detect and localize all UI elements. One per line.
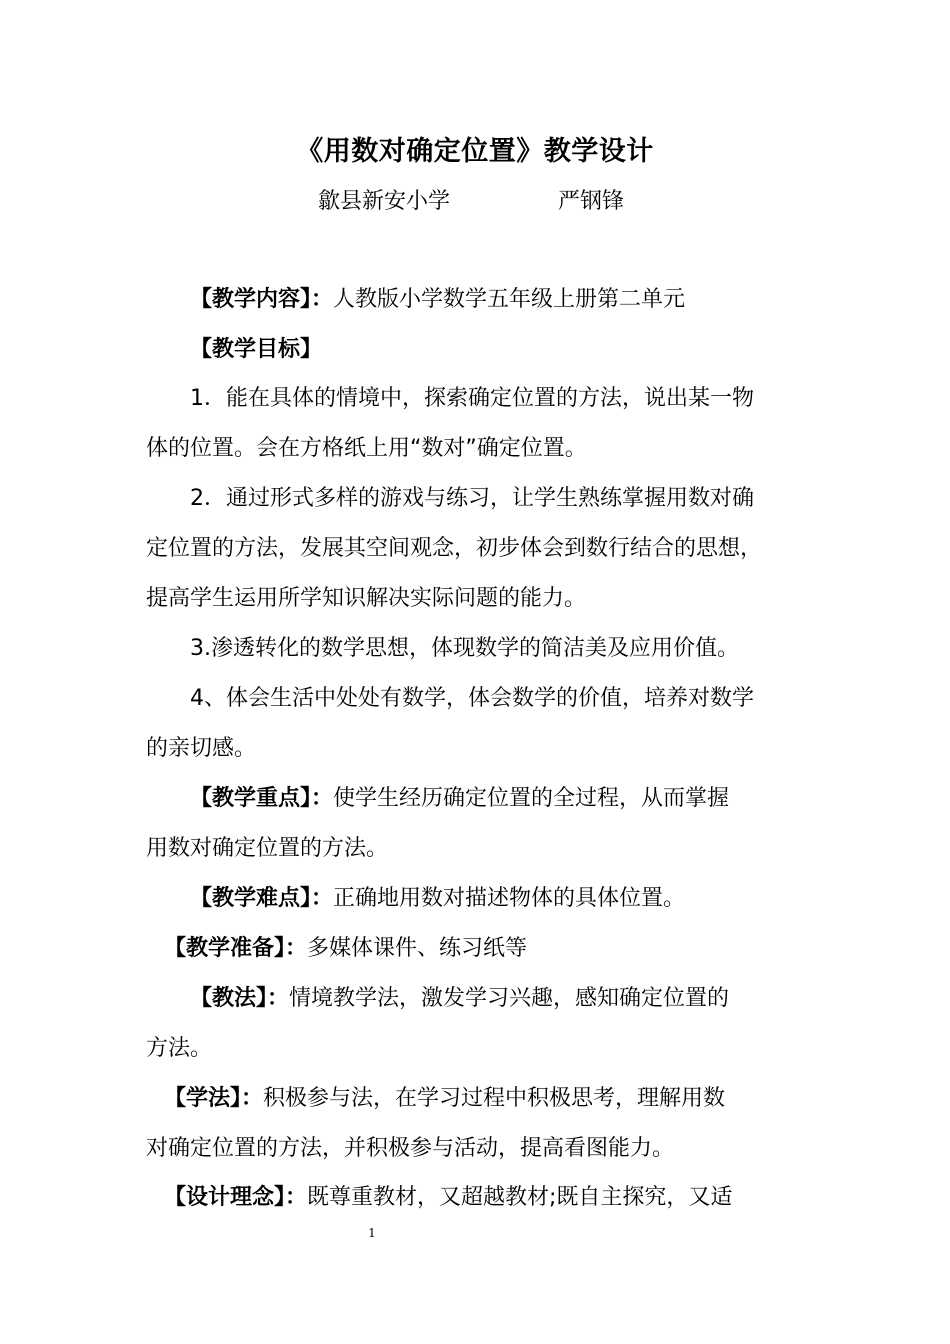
goal-4-line-2: 的亲切感。 xyxy=(146,736,257,761)
key-points-line-1 xyxy=(190,781,870,817)
teaching-method-line-2: 方法。 xyxy=(146,1036,213,1061)
goal-2-line-2: 定位置的方法，发展其空间观念，初步体会到数行结合的思想， xyxy=(146,536,763,561)
difficulty-label: 【教学难点】： xyxy=(190,886,334,911)
goal-4-line-1: 4、体会生活中处处有数学，体会数学的价值，培养对数学 xyxy=(190,686,754,711)
teaching-content-label: 【教学内容】： xyxy=(190,287,334,312)
design-concept-text: 既尊重教材，又超越教材;既自主探究，又适 xyxy=(307,1185,733,1210)
key-points-line-2: 用数对确定位置的方法。 xyxy=(146,836,389,861)
learning-method-line-1 xyxy=(164,1081,844,1117)
byline xyxy=(0,182,950,222)
preparation-label: 【教学准备】： xyxy=(164,936,308,961)
learning-method-text: 积极参与法，在学习过程中积极思考，理解用数 xyxy=(263,1086,726,1111)
design-concept-label: 【设计理念】： xyxy=(164,1185,308,1210)
goal-1-line-1: 1．能在具体的情境中，探索确定位置的方法，说出某一物 xyxy=(190,386,754,411)
goal-2-line-1: 2．通过形式多样的游戏与练习，让学生熟练掌握用数对确 xyxy=(190,486,754,511)
teaching-content-text: 人教版小学数学五年级上册第二单元 xyxy=(333,287,686,312)
preparation-text: 多媒体课件、练习纸等 xyxy=(307,936,528,961)
teaching-goals-label: 【教学目标】 xyxy=(190,337,323,362)
goal-2-line-3: 提高学生运用所学知识解决实际问题的能力。 xyxy=(146,586,587,611)
school-name: 歙县新安小学 xyxy=(318,189,451,214)
key-points-label: 【教学重点】： xyxy=(190,786,334,811)
learning-method-line-2: 对确定位置的方法，并积极参与活动，提高看图能力。 xyxy=(146,1136,675,1161)
document-title: 《用数对确定位置》教学设计 xyxy=(296,136,654,167)
teaching-goals-heading xyxy=(190,332,870,368)
difficulty-line xyxy=(190,881,870,917)
design-concept-line xyxy=(164,1180,844,1216)
teaching-content-line xyxy=(190,282,870,318)
preparation-line xyxy=(164,931,844,967)
goal-1-line-2: 体的位置。会在方格纸上用“数对”确定位置。 xyxy=(146,436,587,461)
teaching-method-text: 情境教学法，激发学习兴趣，感知确定位置的 xyxy=(289,986,730,1011)
learning-method-label: 【学法】： xyxy=(164,1086,264,1111)
teaching-method-label: 【教法】： xyxy=(190,986,290,1011)
page-number: 1 xyxy=(368,1226,376,1240)
key-points-text: 使学生经历确定位置的全过程，从而掌握 xyxy=(333,786,730,811)
author-name: 严钢锋 xyxy=(558,189,625,214)
goal-3-line: 3.渗透转化的数学思想，体现数学的简洁美及应用价值。 xyxy=(190,636,739,661)
difficulty-text: 正确地用数对描述物体的具体位置。 xyxy=(333,886,686,911)
teaching-method-line-1 xyxy=(190,981,870,1017)
